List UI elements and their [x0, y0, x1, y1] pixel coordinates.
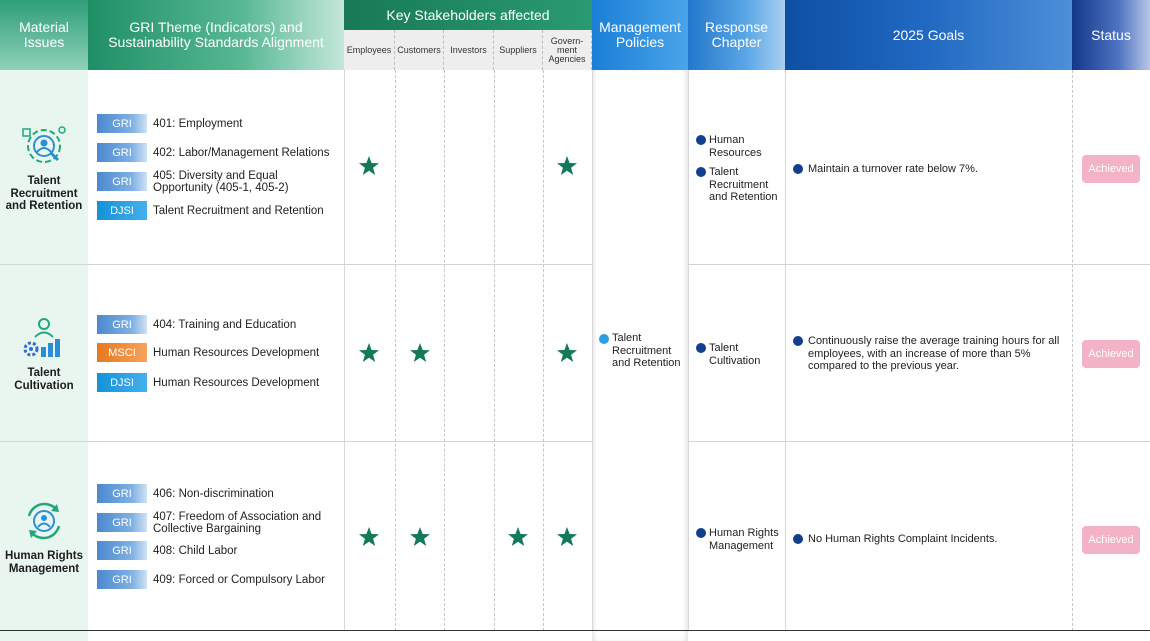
stakeholder-label: Customers — [397, 44, 441, 55]
star-icon — [409, 526, 431, 548]
gri-tag: GRI — [97, 570, 147, 589]
response-bullet-icon — [696, 167, 706, 177]
header-material-issues — [0, 0, 88, 70]
header-stakeholder-government — [543, 30, 592, 70]
indicator-text: 408: Child Labor — [153, 544, 238, 557]
star-icon — [409, 342, 431, 364]
divider — [1072, 70, 1073, 631]
star-icon — [556, 526, 578, 548]
list-item — [97, 201, 338, 220]
djsi-tag: DJSI — [97, 373, 147, 392]
list-item — [97, 510, 338, 535]
policy-bullet-icon — [599, 334, 609, 344]
header-key-stakeholders — [344, 0, 592, 30]
row-divider — [0, 441, 592, 442]
response-bullet-icon — [696, 528, 706, 538]
cultivation-icon — [19, 313, 69, 363]
divider — [494, 70, 495, 631]
header-management-policies — [592, 0, 688, 70]
goal-bullet-icon — [793, 534, 803, 544]
indicator-text: 404: Training and Education — [153, 318, 297, 331]
list-item — [97, 315, 338, 334]
table-row — [0, 70, 88, 264]
goal-text: Maintain a turnover rate below 7%. — [808, 163, 978, 175]
divider — [785, 70, 786, 631]
table-bottom-border — [0, 630, 1150, 631]
indicator-text: 401: Employment — [153, 117, 243, 130]
star-icon — [507, 526, 529, 548]
indicator-text: 405: Diversity and Equal Opportunity (405-1, 405-2) — [153, 169, 289, 194]
response-bullet-icon — [696, 343, 706, 353]
stakeholder-label: Govern-ment Agencies — [548, 35, 586, 64]
header-2025-goals — [785, 0, 1072, 70]
status-badge: Achieved — [1082, 155, 1140, 183]
indicator-text: 406: Non-discrimination — [153, 487, 274, 500]
row-divider — [688, 441, 1150, 442]
list-item — [97, 570, 338, 589]
divider — [543, 70, 544, 631]
list-item — [97, 343, 338, 362]
divider — [444, 70, 445, 631]
star-icon — [556, 155, 578, 177]
header-stakeholder-investors — [444, 30, 494, 70]
indicator-text: Human Resources Development — [153, 376, 320, 389]
header-key-label: Key Stakeholders affected — [386, 6, 550, 23]
table-row — [0, 264, 88, 441]
response-bullet-icon — [696, 135, 706, 145]
response-chapter-text: Human Rights Management — [709, 527, 779, 552]
star-icon — [358, 342, 380, 364]
goal-text: Continuously raise the average training hours for all employees, with an increase of more than 5% compared to the previous year. — [808, 335, 1060, 372]
material-issue-label: Talent Cultivation — [14, 367, 74, 392]
header-response-chapter — [688, 0, 785, 70]
djsi-tag: DJSI — [97, 201, 147, 220]
header-stakeholder-employees — [344, 30, 395, 70]
divider — [344, 70, 345, 631]
material-issue-label: Human Rights Management — [5, 550, 83, 575]
header-stakeholder-customers — [395, 30, 444, 70]
divider — [592, 70, 593, 631]
gri-tag: GRI — [97, 172, 147, 191]
header-stakeholder-suppliers — [494, 30, 543, 70]
divider — [688, 70, 689, 631]
list-item — [97, 373, 338, 392]
status-badge: Achieved — [1082, 340, 1140, 368]
status-badge: Achieved — [1082, 526, 1140, 554]
list-item — [97, 541, 338, 560]
goal-bullet-icon — [793, 336, 803, 346]
header-status — [1072, 0, 1150, 70]
indicator-text: Talent Recruitment and Retention — [153, 204, 324, 217]
star-icon — [358, 526, 380, 548]
gri-tag: GRI — [97, 513, 147, 532]
row-divider — [688, 264, 1150, 265]
response-chapter-text: Human Resources — [709, 134, 762, 159]
msci-tag: MSCI — [97, 343, 147, 362]
stakeholder-label: Suppliers — [499, 44, 537, 55]
gri-tag: GRI — [97, 315, 147, 334]
table-row — [0, 441, 88, 630]
stakeholder-label: Investors — [450, 44, 487, 55]
header-gri-label: GRI Theme (Indicators) and Sustainability Standards Alignment — [108, 19, 324, 50]
header-gri-theme — [88, 0, 344, 70]
header-mgmt-label: Management Policies — [599, 19, 681, 50]
indicator-text: 409: Forced or Compulsory Labor — [153, 573, 325, 586]
gri-tag: GRI — [97, 541, 147, 560]
human-rights-icon — [19, 496, 69, 546]
response-chapter-text: Talent Recruitment and Retention — [709, 166, 778, 203]
indicator-text: 402: Labor/Management Relations — [153, 146, 330, 159]
gri-tag: GRI — [97, 114, 147, 133]
list-item — [97, 114, 338, 133]
header-material-label: Material Issues — [19, 19, 69, 50]
header-goals-label: 2025 Goals — [892, 26, 965, 43]
response-chapter-text: Talent Cultivation — [709, 342, 761, 367]
row-divider — [0, 264, 592, 265]
star-icon — [358, 155, 380, 177]
header-response-label: Response Chapter — [704, 19, 769, 50]
star-icon — [556, 342, 578, 364]
goal-text: No Human Rights Complaint Incidents. — [808, 533, 998, 545]
stakeholder-label: Employees — [346, 44, 392, 55]
indicator-text: 407: Freedom of Association and Collective Bargaining — [153, 510, 322, 535]
divider — [395, 70, 396, 631]
list-item — [97, 484, 338, 503]
indicator-text: Human Resources Development — [153, 346, 320, 359]
header-status-label: Status — [1091, 26, 1131, 43]
goal-bullet-icon — [793, 164, 803, 174]
management-policy-text: Talent Recruitment and Retention — [612, 332, 681, 369]
gri-tag: GRI — [97, 484, 147, 503]
recruitment-icon — [19, 121, 69, 171]
list-item — [97, 143, 338, 162]
gri-tag: GRI — [97, 143, 147, 162]
list-item — [97, 169, 338, 194]
material-issue-label: Talent Recruitment and Retention — [5, 175, 83, 213]
